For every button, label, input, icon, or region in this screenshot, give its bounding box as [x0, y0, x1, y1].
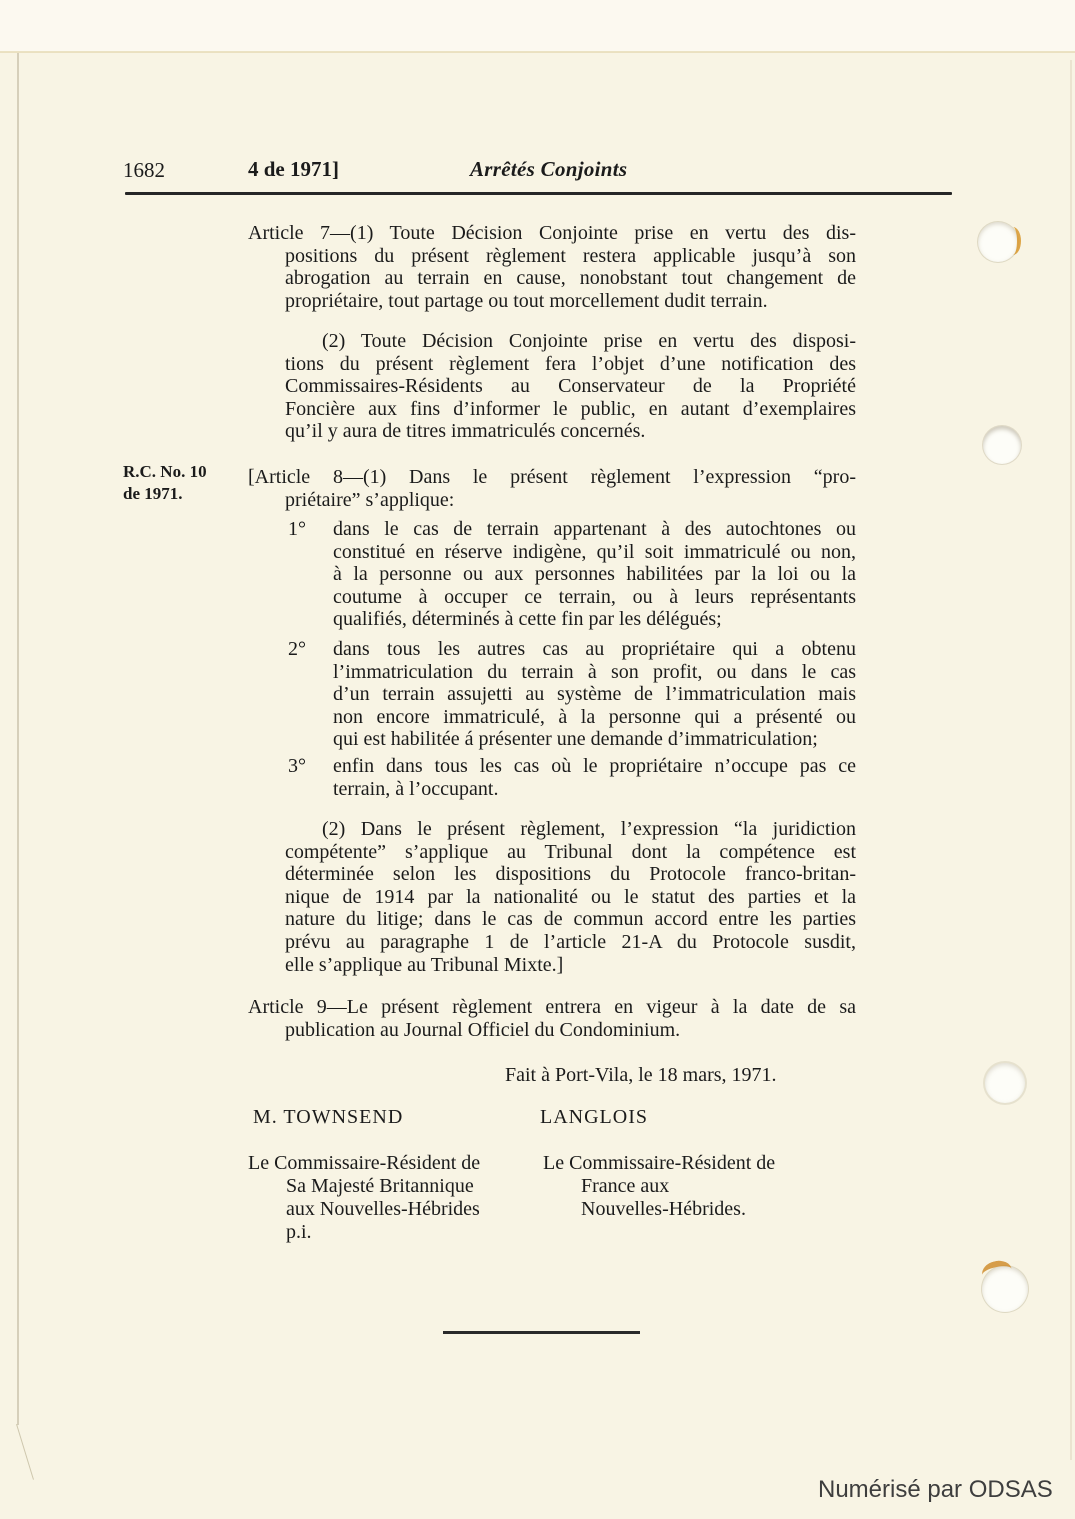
article8-item-3	[288, 755, 856, 800]
margin-note-rc-reference: R.C. No. 10 de 1971.	[123, 462, 207, 503]
item-text-2: dans tous les autres cas au propriétaire qui a obtenu l’immatriculation du terrain à son profit, ou dans le cas d’un terrain assujetti au système de l’immatriculation mais non encore immatriculé, à la personne qui a présenté ou qui est habilitée á présenter une demande d’immatriculation;	[333, 638, 856, 751]
page-right-edge	[1070, 60, 1072, 1460]
punch-hole-4	[982, 1266, 1028, 1312]
header-rule	[125, 192, 952, 195]
article7-paragraph-2: (2) Toute Décision Conjointe prise en vertu des disposi- tions du présent règlement fera l’objet d’une notification des Commissaires-Résidents au Conservateur de la Propriété Foncière aux fins d’informer le public, en autant d’exemplaires qu’il y aura de titres immatriculés concernés.	[285, 330, 856, 443]
article8-item-1	[288, 518, 856, 631]
signature-title-french: Le Commissaire-Résident de France aux Nouvelles-Hébrides.	[543, 1152, 776, 1220]
punch-hole-3	[985, 1063, 1025, 1103]
article8-item-2	[288, 638, 856, 751]
item-marker-2: 2°	[288, 638, 306, 660]
article9-paragraph: Article 9—Le présent règlement entrera en vigeur à la date de sa publication au Journal Officiel du Condominium.	[248, 996, 856, 1041]
page-number: 1682	[123, 158, 165, 182]
article7-paragraph-1: Article 7—(1) Toute Décision Conjointe prise en vertu des dis- positions du présent règlement restera applicable jusqu’à son abrogation au terrain en cause, nonobstant tout changement de propriétaire, tout partage ou tout morcellement dudit terrain.	[248, 222, 856, 312]
page-left-edge	[17, 53, 19, 1425]
signature-title-british: Le Commissaire-Résident de Sa Majesté Britannique aux Nouvelles-Hébrides p.i.	[248, 1152, 481, 1243]
article8-intro: [Article 8—(1) Dans le présent règlement l’expression “pro- priétaire” s’applique:	[248, 466, 856, 511]
item-text-3: enfin dans tous les cas où le propriétaire n’occupe pas ce terrain, à l’occupant.	[333, 755, 856, 800]
item-marker-1: 1°	[288, 518, 306, 540]
punch-hole-2	[983, 426, 1021, 464]
end-rule	[443, 1331, 640, 1334]
signature-name-french: LANGLOIS	[540, 1106, 648, 1128]
article8-paragraph-2: (2) Dans le présent règlement, l’expression “la juridiction compétente” s’applique au Tribunal dont la compétence est déterminée selon les dispositions du Protocole franco-britan- nique de 1914 par la nationalité ou le statut des parties et la nature du litige; dans le cas de commun accord entre les parties prévu au paragraphe 1 de l’article 21-A du Protocole susdit, elle s’applique au Tribunal Mixte.]	[285, 818, 856, 976]
running-title: Arrêtés Conjoints	[470, 157, 628, 181]
signature-name-british: M. TOWNSEND	[253, 1106, 404, 1128]
item-marker-3: 3°	[288, 755, 306, 777]
odsas-watermark: Numérisé par ODSAS	[818, 1476, 1053, 1503]
punch-hole-1	[978, 222, 1018, 262]
page-top-edge	[0, 51, 1075, 53]
issue-label: 4 de 1971]	[248, 157, 339, 181]
dateline: Fait à Port-Vila, le 18 mars, 1971.	[505, 1064, 777, 1086]
item-text-1: dans le cas de terrain appartenant à des autochtones ou constitué en réserve indigène, qu’il soit immatriculé ou non, à la personne ou aux personnes habilitées par la loi ou la coutume à occuper ce terrain, ou à leurs représentants qualifiés, déterminés à cette fin par les délégués;	[333, 518, 856, 631]
